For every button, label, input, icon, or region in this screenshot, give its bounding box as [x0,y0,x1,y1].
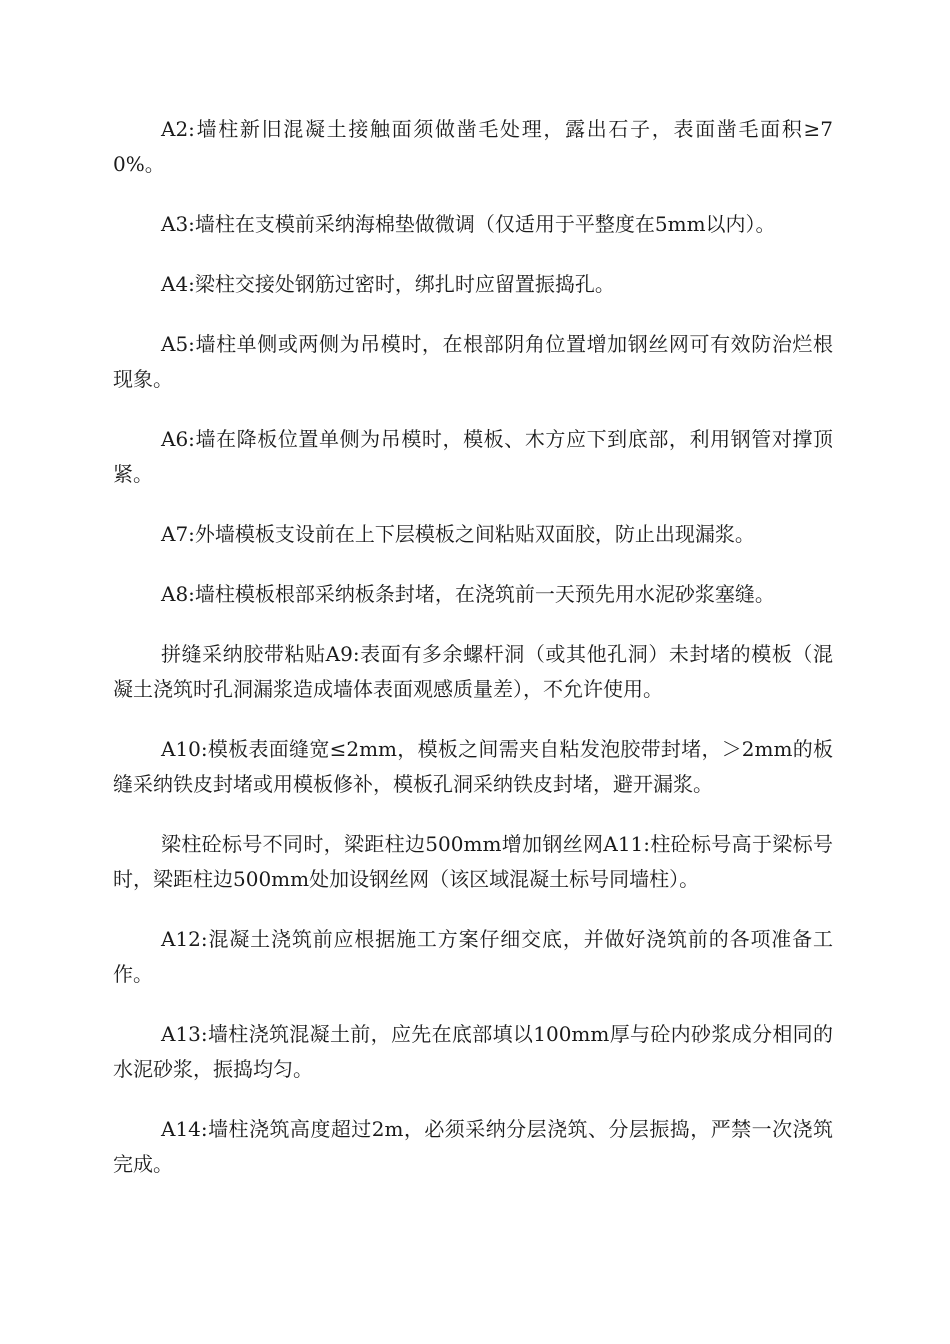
paragraph-a10: A10:模板表面缝宽≤2mm，模板之间需夹自粘发泡胶带封堵，＞2mm的板缝采纳铁皮封堵或用模板修补，模板孔洞采纳铁皮封堵，避开漏浆。 [113,737,833,796]
paragraph-a13: A13:墙柱浇筑混凝土前，应先在底部填以100mm厚与砼内砂浆成分相同的水泥砂浆，振捣均匀。 [113,1022,833,1081]
paragraph-a9: 拼缝采纳胶带粘贴A9:表面有多余螺杆洞（或其他孔洞）未封堵的模板（混凝土浇筑时孔洞漏浆造成墙体表面观感质量差），不允许使用。 [113,642,833,701]
paragraph-a2: A2:墙柱新旧混凝土接触面须做凿毛处理，露出石子，表面凿毛面积≥70%。 [113,117,833,176]
paragraph-a5: A5:墙柱单侧或两侧为吊模时，在根部阴角位置增加钢丝网可有效防治烂根现象。 [113,332,833,391]
document-body [113,112,833,1207]
paragraph-a7: A7:外墙模板支设前在上下层模板之间粘贴双面胶，防止出现漏浆。 [161,522,755,546]
paragraph-a14: A14:墙柱浇筑高度超过2m，必须采纳分层浇筑、分层振捣，严禁一次浇筑完成。 [113,1117,833,1176]
paragraph-a12: A12:混凝土浇筑前应根据施工方案仔细交底，并做好浇筑前的各项准备工作。 [113,927,833,986]
paragraph-a4: A4:梁柱交接处钢筋过密时，绑扎时应留置振捣孔。 [161,272,615,296]
paragraph-a11: 梁柱砼标号不同时，梁距柱边500mm增加钢丝网A11:柱砼标号高于梁标号时，梁距柱边500mm处加设钢丝网（该区域混凝土标号同墙柱）。 [113,832,833,891]
paragraph-a3: A3:墙柱在支模前采纳海棉垫做微调（仅适用于平整度在5mm以内）。 [161,212,776,236]
paragraph-a6: A6:墙在降板位置单侧为吊模时，模板、木方应下到底部，利用钢管对撑顶紧。 [113,427,833,486]
paragraph-a8: A8:墙柱模板根部采纳板条封堵，在浇筑前一天预先用水泥砂浆塞缝。 [161,582,775,606]
